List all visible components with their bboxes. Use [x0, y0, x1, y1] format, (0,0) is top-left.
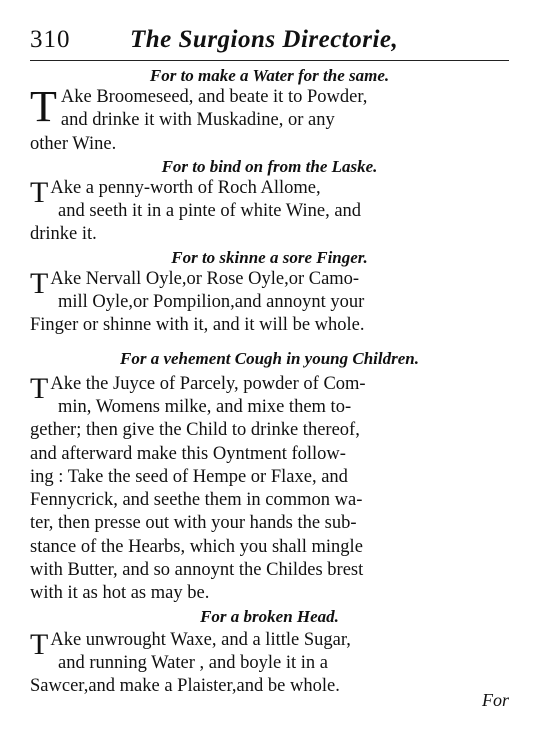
- recipe-water: [30, 65, 509, 156]
- initial-letter: T: [30, 371, 49, 405]
- recipe-body: [30, 268, 509, 338]
- initial-letter: T: [30, 266, 49, 300]
- running-title: The Surgions Directorie,: [130, 26, 399, 53]
- page-number: 310: [30, 26, 71, 53]
- text-line: Ake unwrought Waxe, and a little Sugar,: [50, 629, 351, 650]
- section-gap: [30, 338, 509, 348]
- text-line: Finger or shinne with it, and it will be whole.: [30, 315, 365, 336]
- initial-letter: T: [30, 627, 49, 661]
- text-line: and drinke it with Muskadine, or any: [60, 110, 335, 131]
- text-line: ing : Take the seed of Hempe or Flaxe, and: [30, 466, 348, 487]
- text-line: with it as hot as may be.: [30, 583, 210, 604]
- text-line: other Wine.: [30, 133, 117, 154]
- text-line: Ake Nervall Oyle,or Rose Oyle,or Camo-: [50, 268, 360, 289]
- recipe-finger: [30, 247, 509, 338]
- text-line: Ake a penny-worth of Roch Allome,: [50, 177, 321, 198]
- text-line: and running Water , and boyle it in a: [58, 652, 328, 673]
- recipe-laske: [30, 156, 509, 247]
- text-line: and seeth it in a pinte of white Wine, and: [58, 201, 362, 222]
- text-line: drinke it.: [30, 224, 97, 245]
- recipe-broken-head: [30, 606, 509, 699]
- initial-letter: T: [30, 175, 49, 209]
- initial-letter: T: [30, 82, 57, 131]
- recipe-cough: [30, 348, 509, 606]
- recipe-body: [30, 373, 509, 606]
- recipe-heading: For a vehement Cough in young Children.: [120, 348, 419, 368]
- text-line: mill Oyle,or Pompilion,and annoynt your: [58, 292, 365, 313]
- text-line: Ake the Juyce of Parcely, powder of Com-: [50, 373, 366, 394]
- catchword: For: [482, 690, 509, 710]
- text-line: stance of the Hearbs, which you shall mingle: [30, 536, 363, 557]
- text-line: ter, then presse out with your hands the sub-: [30, 513, 357, 534]
- recipe-heading: For to skinne a sore Finger.: [171, 247, 368, 267]
- recipe-body: [30, 82, 509, 156]
- recipe-body: [30, 629, 509, 699]
- text-line: gether; then give the Child to drinke thereof,: [30, 420, 360, 441]
- text-line: Fennycrick, and seethe them in common wa-: [30, 490, 363, 511]
- text-line: Sawcer,and make a Plaister,and be whole.: [30, 676, 340, 697]
- recipe-body: [30, 177, 509, 247]
- text-line: min, Womens milke, and mixe them to-: [58, 396, 352, 417]
- recipe-heading: For to make a Water for the same.: [149, 66, 390, 85]
- text-line: Ake Broomeseed, and beate it to Powder,: [60, 87, 368, 107]
- running-head: [30, 26, 509, 61]
- text-line: with Butter, and so annoynt the Childes brest: [30, 560, 364, 581]
- recipe-heading: For to bind on from the Laske.: [161, 156, 378, 176]
- text-line: and afterward make this Oyntment follow-: [30, 443, 346, 464]
- recipe-heading: For a broken Head.: [200, 606, 339, 626]
